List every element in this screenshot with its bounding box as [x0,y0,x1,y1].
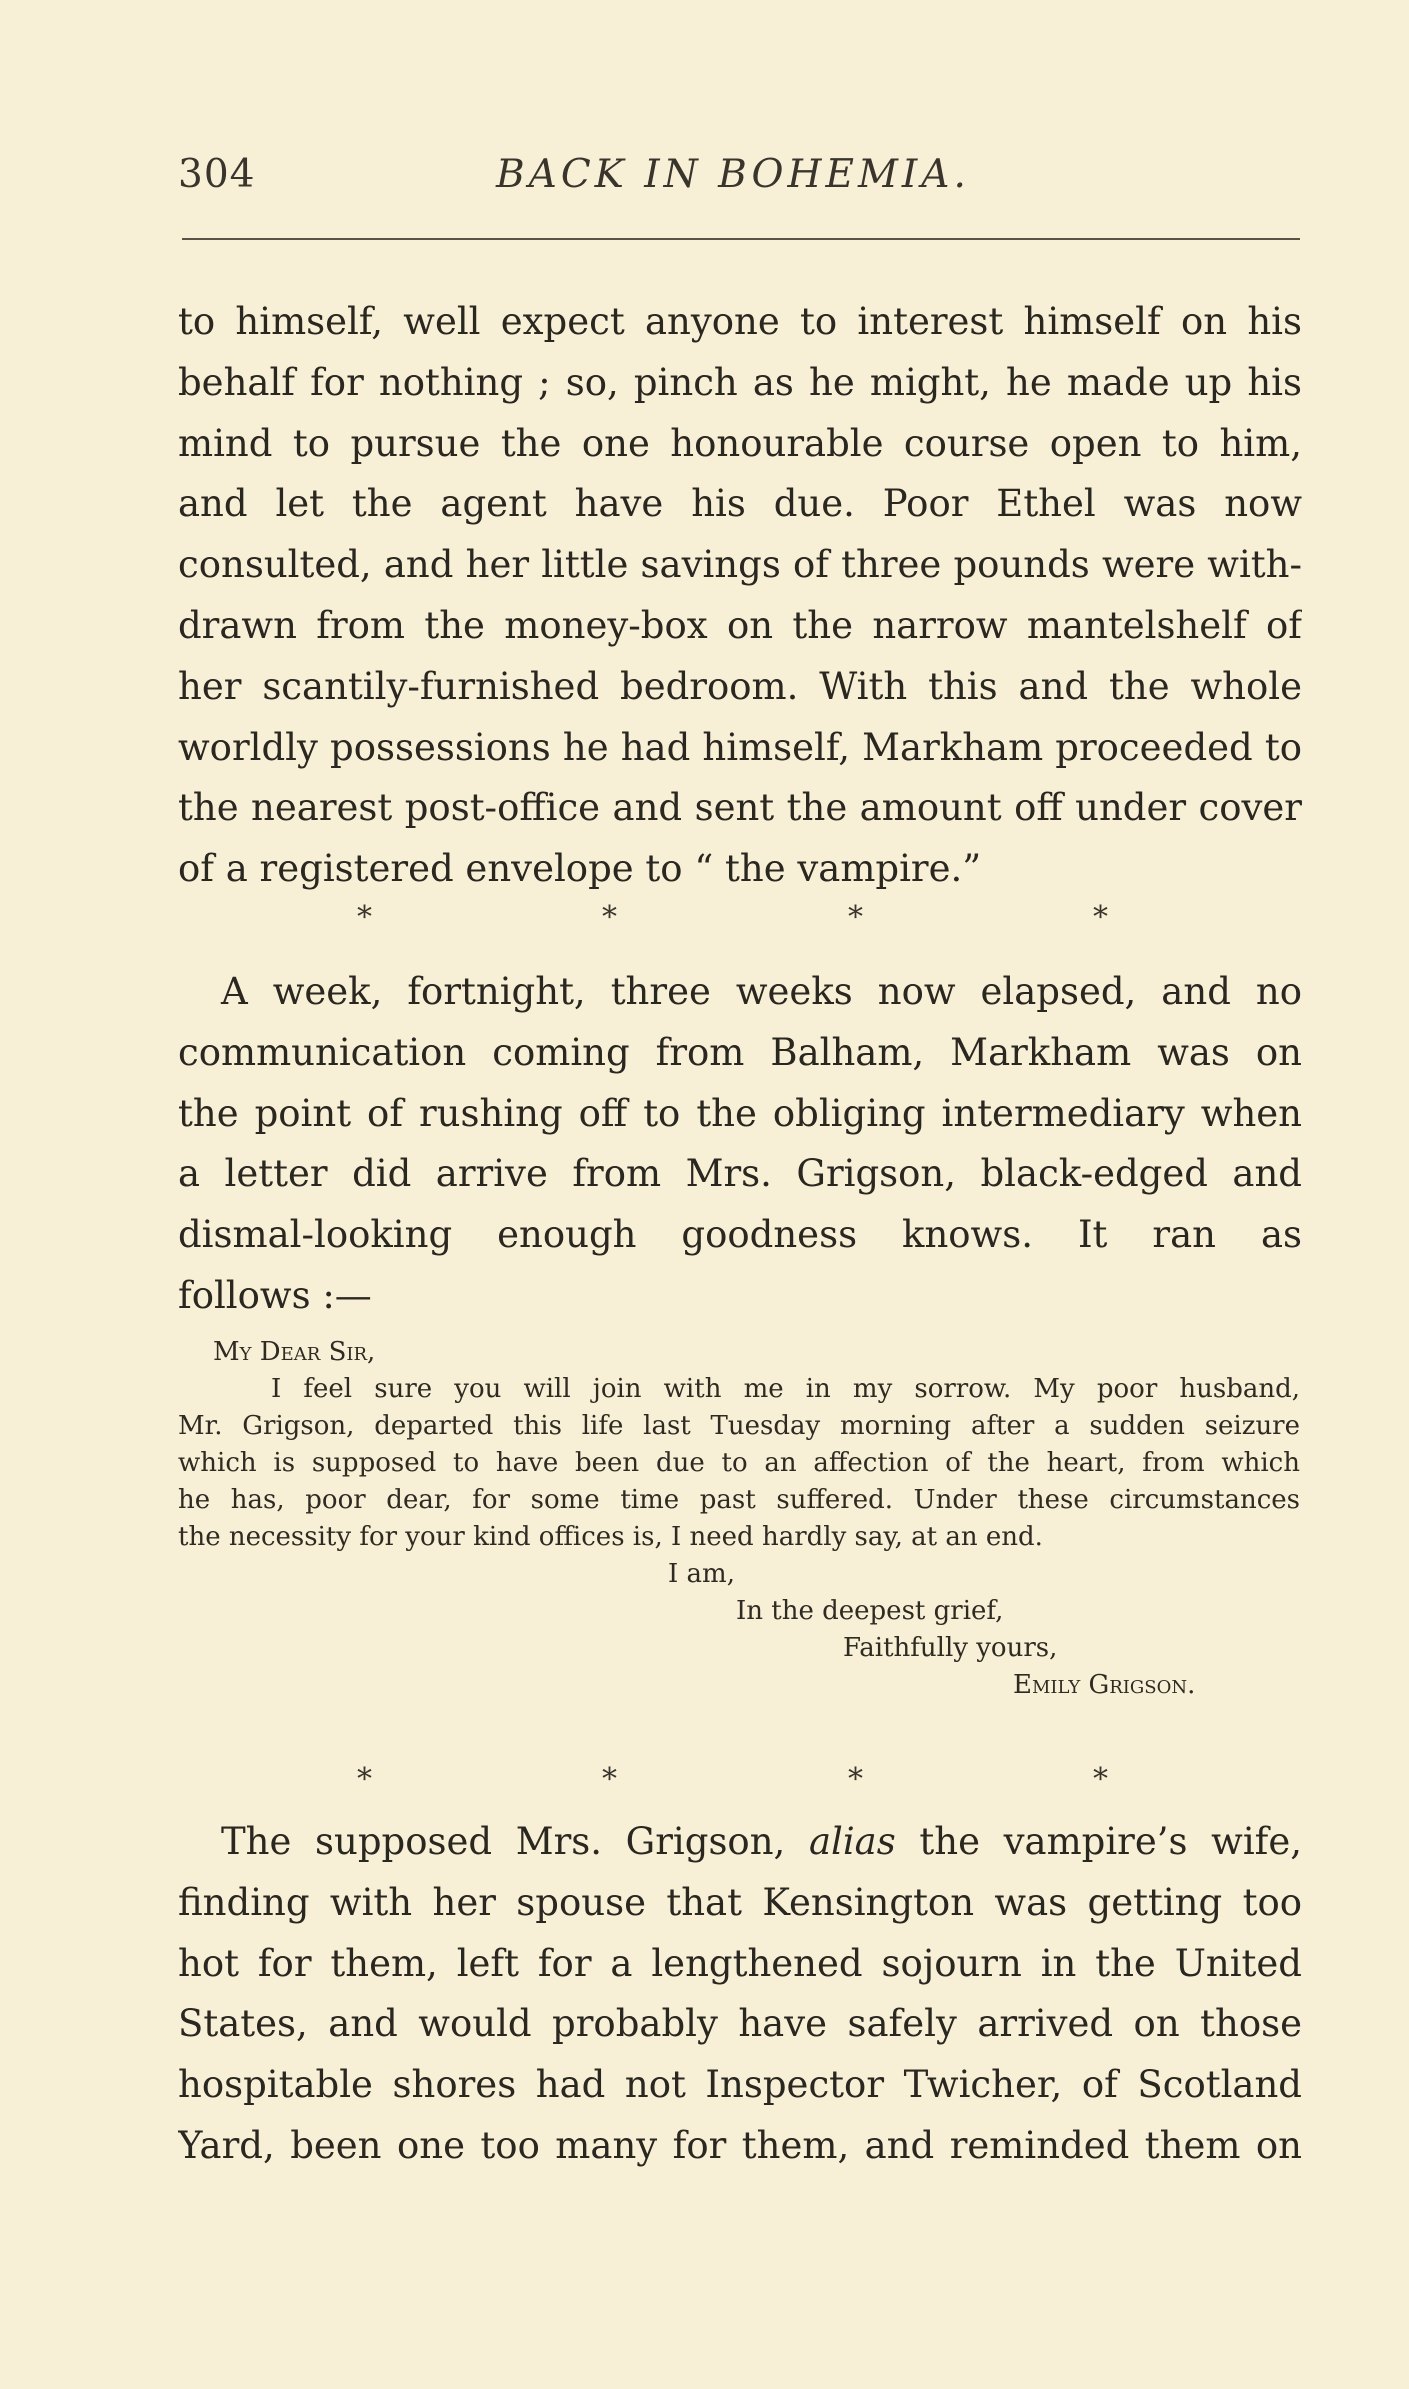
letter-salutation: My Dear Sir, [213,1337,376,1367]
text-line: to himself, well expect anyone to interest himself on his [178,300,1302,343]
running-head [178,152,1300,212]
text-line: dismal-looking enough goodness knows. It ran as [178,1213,1302,1257]
text-line: follows :— [178,1273,372,1317]
text-line: communication coming from Balham, Markham was on [178,1030,1302,1074]
text-line: the point of rushing off to the obliging intermediary when [178,1091,1302,1135]
asterisk: * [848,1762,863,1797]
page-number: 304 [178,152,256,197]
text-line [178,1812,1302,1873]
text-line: A week, fortnight, three weeks now elapsed, and no [221,970,1302,1013]
asterisk: * [1093,1762,1108,1797]
text-line: hospitable shores had not Inspector Twicher, of Scotland [178,2063,1302,2107]
text-run: the vampire’s wife, [895,1820,1302,1863]
text-line: a letter did arrive from Mrs. Grigson, black-edged and [178,1152,1302,1196]
asterisk: * [357,1762,372,1797]
italic-text: alias [808,1820,896,1863]
text-line: and let the agent have his due. Poor Ethel was now [178,482,1302,526]
letter-line: I feel sure you will join with me in my sorrow. My poor husband, [271,1374,1300,1404]
text-line: the nearest post-office and sent the amount off under cover [178,786,1302,830]
asterisk: * [848,900,863,935]
section-separator [0,1762,1409,1802]
letter-line: Mr. Grigson, departed this life last Tuesday morning after a sudden seizure [178,1411,1300,1441]
paragraph [178,962,1302,1327]
text-line: worldly possessions he had himself, Markham proceeded to [178,725,1302,769]
letter-closing: I am, [668,1559,735,1589]
text-line: her scantily-furnished bedroom. With this and the whole [178,664,1302,708]
quoted-letter [178,1334,1300,1704]
paragraph-continued [178,292,1302,900]
section-separator [0,900,1409,940]
paragraph [178,1812,1302,2177]
text-line: Yard, been one too many for them, and reminded them on [178,2123,1302,2167]
asterisk: * [602,900,617,935]
asterisk: * [1093,900,1108,935]
text-run: The supposed Mrs. Grigson, [221,1820,809,1863]
letter-line: which is supposed to have been due to an affection of the heart, from which [178,1448,1300,1478]
header-rule [182,238,1300,240]
text-line: hot for them, left for a lengthened sojourn in the United [178,1941,1302,1985]
letter-closing: Faithfully yours, [843,1633,1058,1663]
text-line: of a registered envelope to “ the vampire.” [178,847,982,891]
text-line: drawn from the money-box on the narrow mantelshelf of [178,603,1302,647]
letter-closing: In the deepest grief, [736,1596,1004,1626]
asterisk: * [602,1762,617,1797]
text-line: mind to pursue the one honourable course open to him, [178,421,1302,465]
text-line: consulted, and her little savings of three pounds were with- [178,543,1302,587]
letter-line: the necessity for your kind offices is, I need hardly say, at an end. [178,1522,1043,1552]
running-title: BACK IN BOHEMIA. [496,152,970,197]
letter-line: he has, poor dear, for some time past suffered. Under these circumstances [178,1485,1300,1515]
letter-signature: Emily Grigson. [1013,1670,1196,1700]
text-line: finding with her spouse that Kensington was getting too [178,1880,1302,1924]
asterisk: * [357,900,372,935]
text-line: States, and would probably have safely arrived on those [178,2002,1302,2046]
text-line: behalf for nothing ; so, pinch as he might, he made up his [178,360,1302,404]
